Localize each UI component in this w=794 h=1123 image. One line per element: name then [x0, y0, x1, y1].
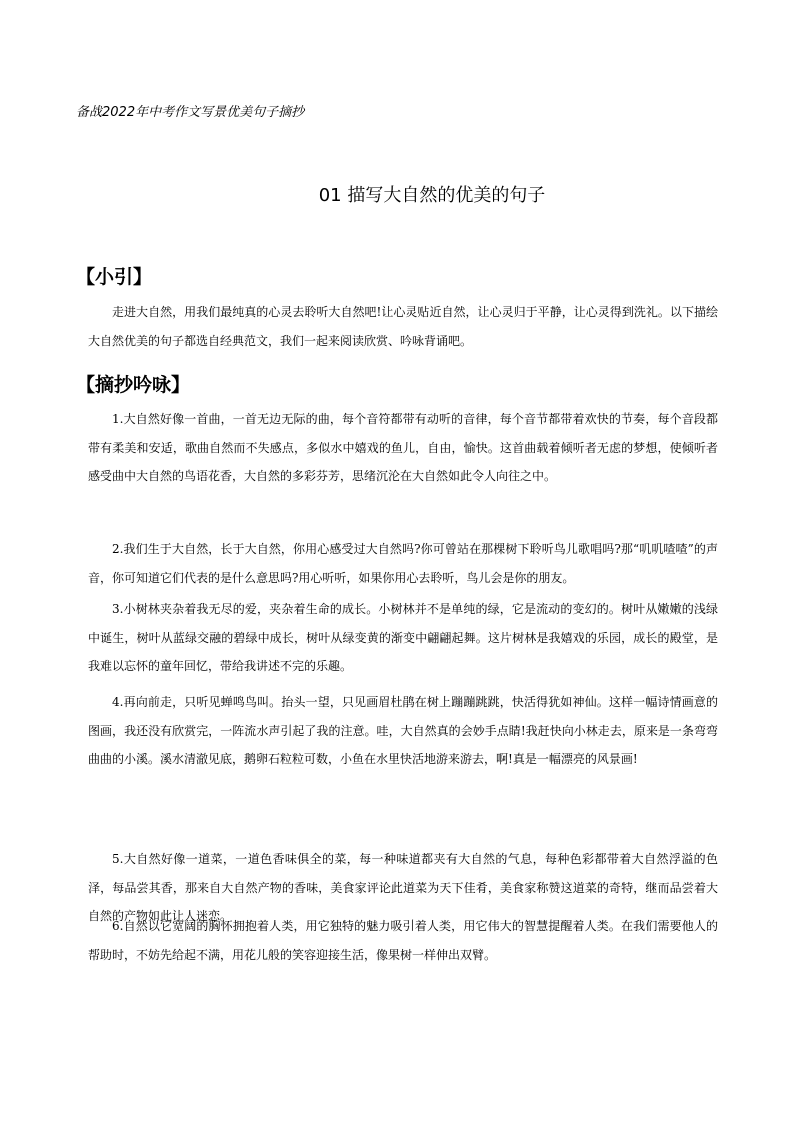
paragraph-2: 2.我们生于大自然，长于大自然，你用心感受过大自然吗?你可曾站在那棵树下聆听鸟儿歌唱吗?那“叽叽喳喳”的声音，你可知道它们代表的是什么意思吗?用心听听，如果你用心去聆听，鸟儿会是你的朋友。: [88, 542, 718, 585]
paragraph-5: 5.大自然好像一道菜，一道色香味俱全的菜，每一种味道都夹有大自然的气息，每种色彩都带着大自然浮溢的色泽，每品尝其香，那来自大自然产物的香味，美食家评论此道菜为天下佳肴，美食家称赞这道菜的奇特，继而品尝着大自然的产物如此让人迷恋。: [88, 852, 718, 923]
document-title: 01 描写大自然的优美的句子: [318, 185, 546, 206]
document-header: 备战2022年中考作文写景优美句子摘抄: [76, 105, 305, 120]
paragraph-4: 4.再向前走，只听见蝉鸣鸟叫。抬头一望，只见画眉杜鹃在树上蹦蹦跳跳，快活得犹如神仙。这样一幅诗情画意的图画，我还没有欣赏完，一阵流水声引起了我的注意。哇，大自然真的会妙手点睛!我赶快向小林走去，原来是一条弯弯曲曲的小溪。溪水清澈见底，鹅卵石粒粒可数，小鱼在水里快活地游来游去，啊!真是一幅漂亮的风景画!: [88, 695, 718, 766]
section-heading-excerpts: 【摘抄吟咏】: [76, 374, 191, 396]
intro-paragraph: 走进大自然，用我们最纯真的心灵去聆听大自然吧!让心灵贴近自然，让心灵归于平静，让心灵得到洗礼。以下描绘大自然优美的句子都选自经典范文，我们一起来阅读欣赏、吟咏背诵吧。: [88, 305, 718, 348]
section-heading-intro: 【小引】: [76, 266, 153, 288]
paragraph-3: 3.小树林夹杂着我无尽的爱，夹杂着生命的成长。小树林并不是单纯的绿，它是流动的变幻的。树叶从嫩嫩的浅绿中诞生，树叶从蓝绿交融的碧绿中成长，树叶从绿变黄的渐变中翩翩起舞。这片树林是我嬉戏的乐园，成长的殿堂，是我难以忘怀的童年回忆，带给我讲述不完的乐趣。: [88, 602, 718, 673]
paragraph-1: 1.大自然好像一首曲，一首无边无际的曲，每个音符都带有动听的音律，每个音节都带着欢快的节奏，每个音段都带有柔美和安适，歌曲自然而不失感点，多似水中嬉戏的鱼儿，自由，愉快。这首曲载着倾听者无虑的梦想，使倾听者感受曲中大自然的鸟语花香，大自然的多彩芬芳，思绪沉沦在大自然如此令人向往之中。: [88, 412, 718, 483]
paragraph-6: 6.自然以它宽阔的胸怀拥抱着人类，用它独特的魅力吸引着人类，用它伟大的智慧提醒着人类。在我们需要他人的帮助时，不妨先给起不满，用花儿般的笑容迎接生活，像果树一样伸出双臂。: [88, 919, 718, 962]
